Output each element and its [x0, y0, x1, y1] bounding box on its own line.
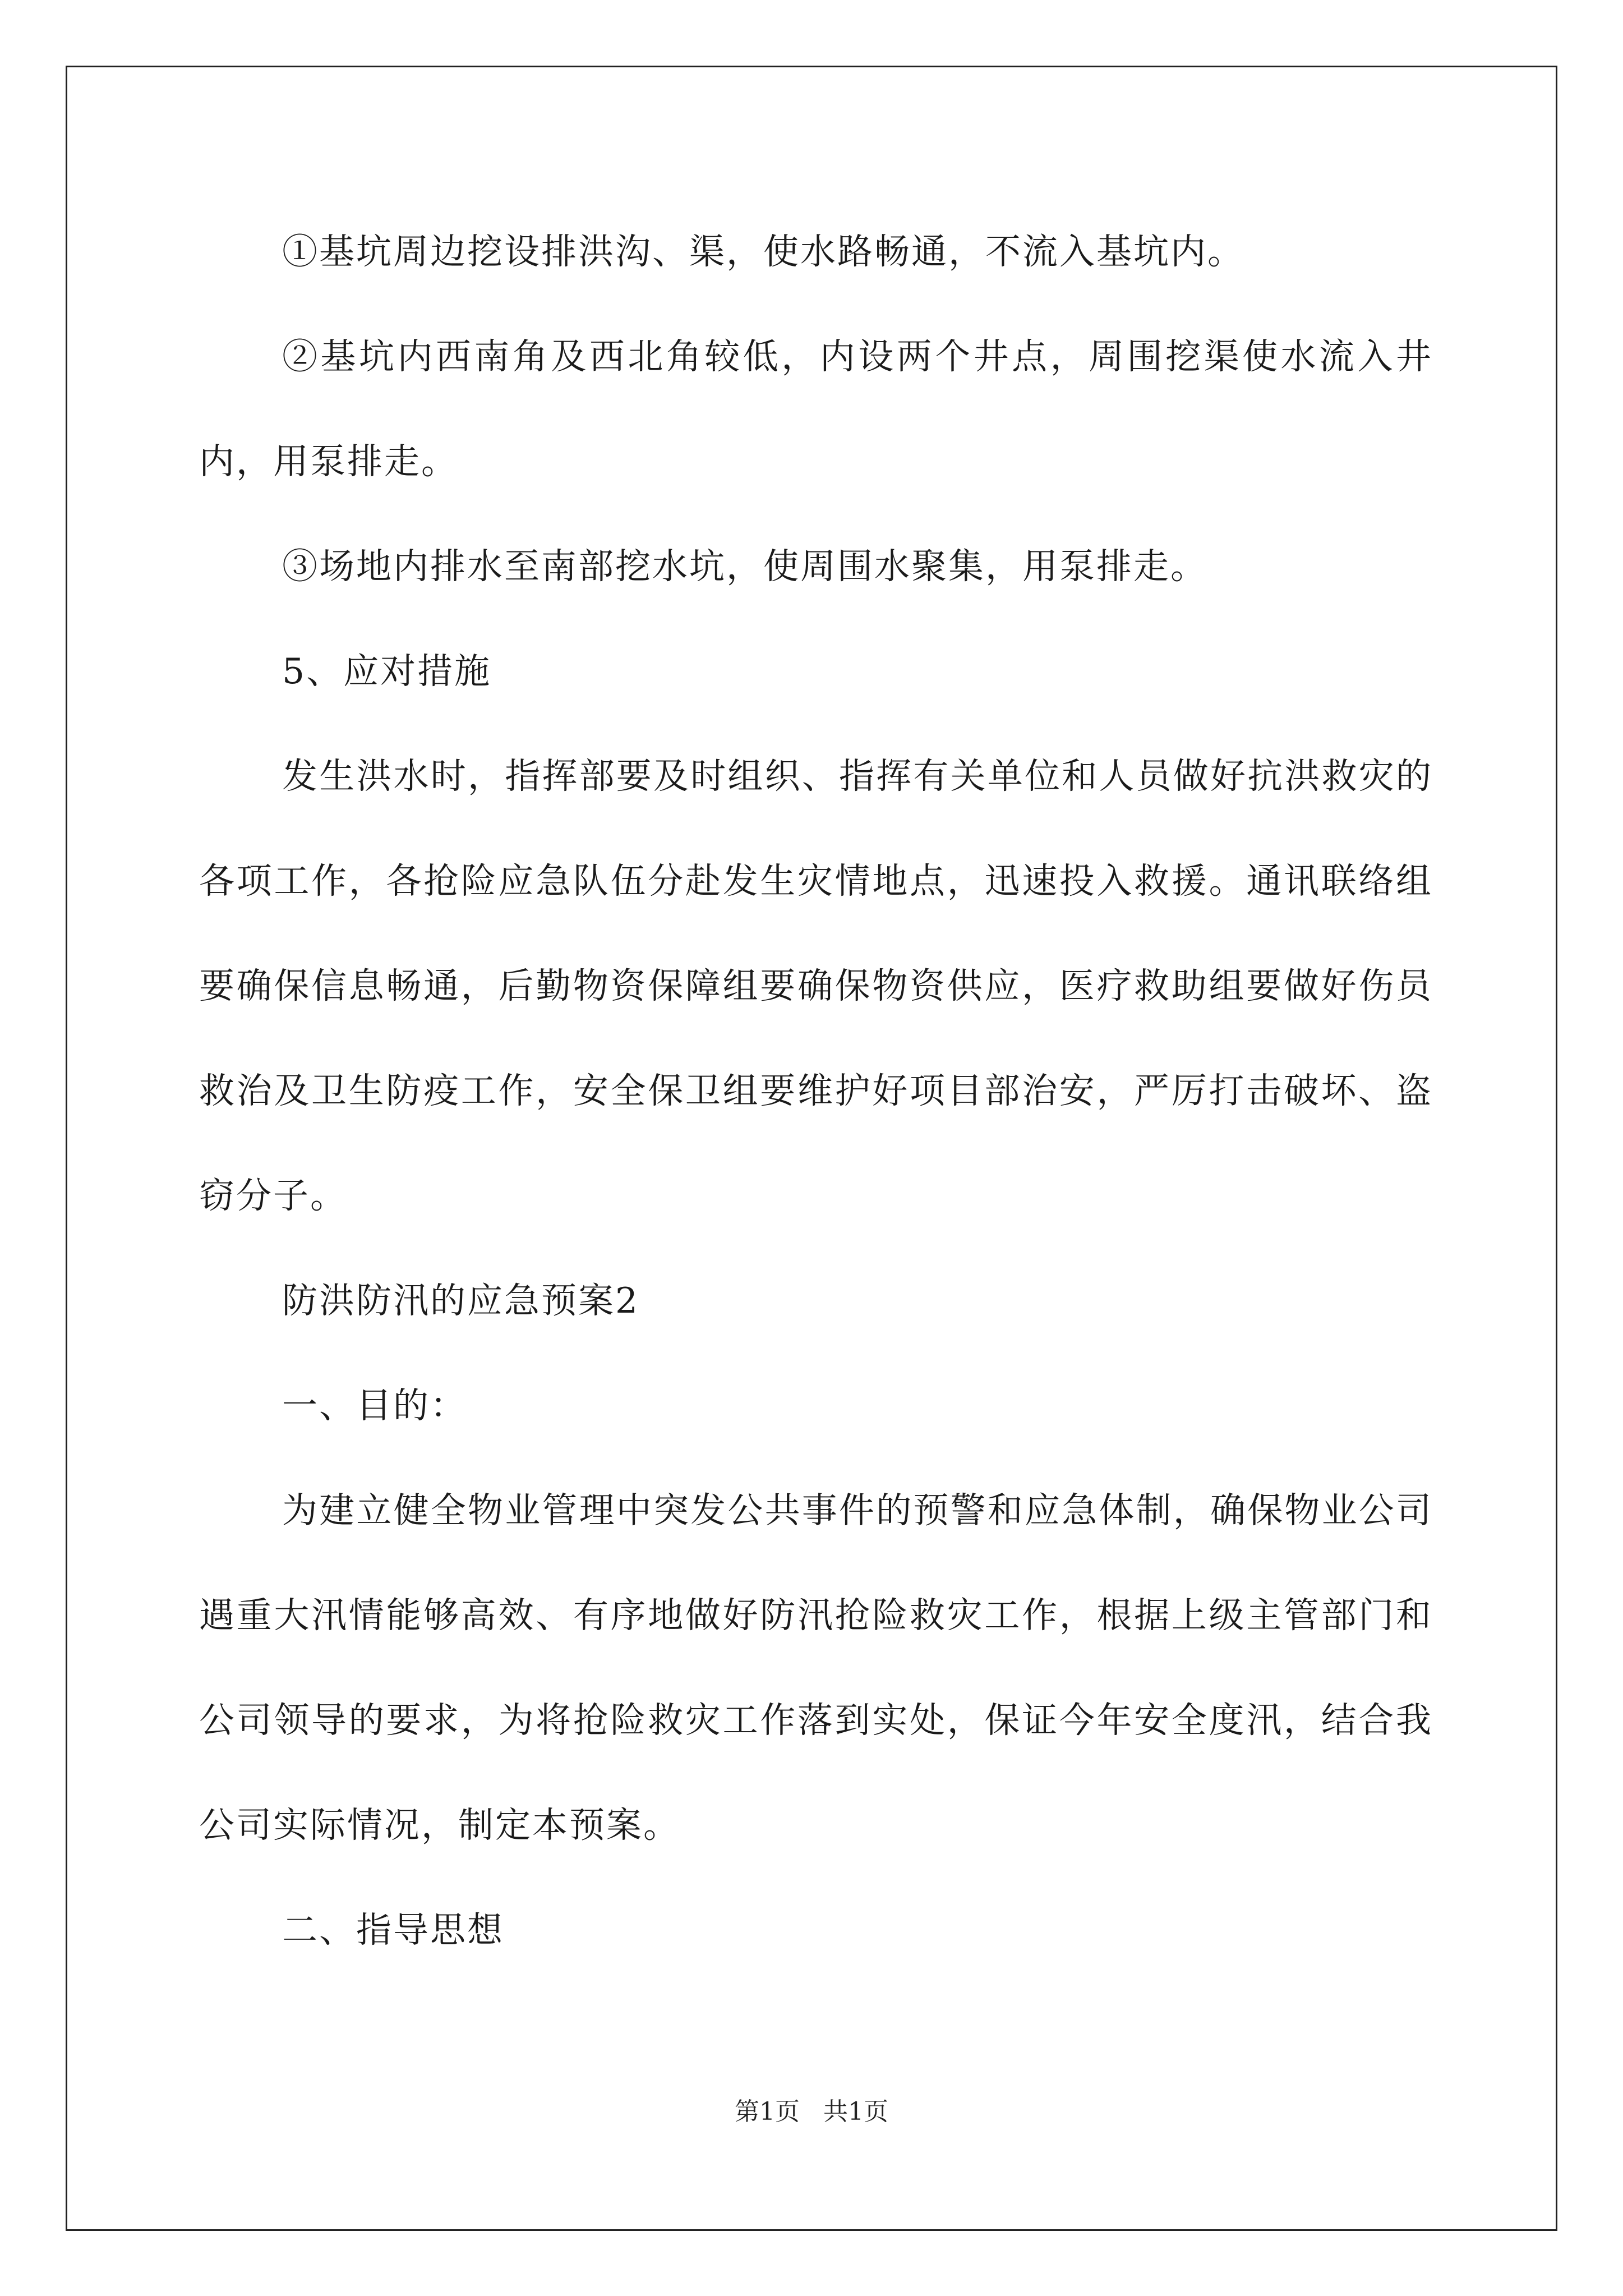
paragraph-measures: 发生洪水时，指挥部要及时组织、指挥有关单位和人员做好抗洪救灾的各项工作，各抢险应急队伍分赴发生灾情地点，迅速投入救援。通讯联络组要确保信息畅通，后勤物资保障组要确保物资供应，医疗救助组要做好伤员救治及卫生防疫工作，安全保卫组要维护好项目部治安，严厉打击破坏、盗窃分子。 — [199, 756, 1433, 1216]
page-number-total: 共1页 — [823, 2097, 888, 2126]
document-title-plan-2: 防洪防汛的应急预案2 — [282, 1280, 640, 1321]
section-heading-measures: 5、应对措施 — [282, 651, 492, 692]
page-number-current: 第1页 — [735, 2097, 800, 2126]
paragraph-drainage-2: ②基坑内西南角及西北角较低，内设两个井点，周围挖渠使水流入井内，用泵排走。 — [199, 336, 1433, 482]
section-heading-purpose: 一、目的： — [282, 1385, 467, 1426]
paragraph-drainage-1: ①基坑周边挖设排洪沟、渠，使水路畅通，不流入基坑内。 — [282, 231, 1244, 272]
section-heading-guiding-ideology: 二、指导思想 — [282, 1910, 504, 1950]
document-body — [199, 199, 1433, 1982]
paragraph-purpose: 为建立健全物业管理中突发公共事件的预警和应急体制，确保物业公司遇重大汛情能够高效、有序地做好防汛抢险救灾工作，根据上级主管部门和公司领导的要求，为将抢险救灾工作落到实处，保证今年安全度汛，结合我公司实际情况，制定本预案。 — [199, 1490, 1433, 1846]
page-footer — [0, 2091, 1623, 2127]
paragraph-drainage-3: ③场地内排水至南部挖水坑，使周围水聚集，用泵排走。 — [282, 546, 1207, 587]
